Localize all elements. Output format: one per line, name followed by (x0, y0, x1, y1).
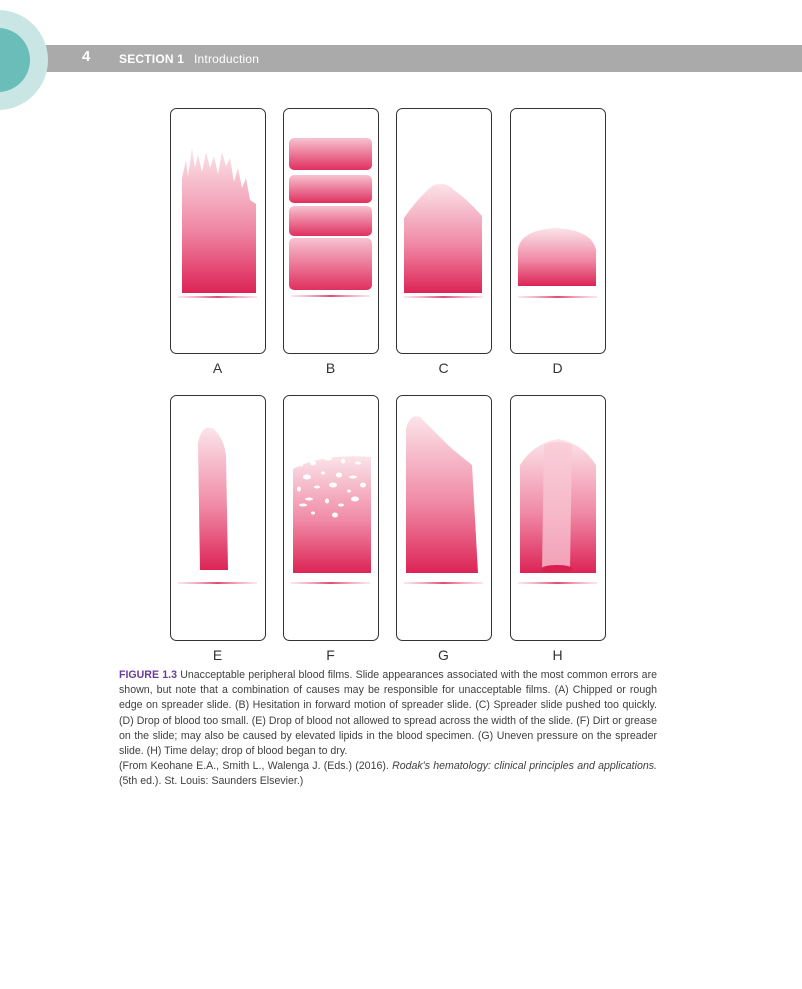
dried-streak (542, 442, 572, 569)
grease-hole (299, 504, 307, 507)
grease-hole (336, 473, 342, 478)
grease-hole (321, 472, 325, 475)
feather-edge-line (518, 582, 597, 584)
grease-hole (338, 504, 344, 507)
slide-panel-f (284, 396, 379, 641)
slide-panel-a (171, 109, 266, 354)
section-label: SECTION 1 (119, 52, 185, 66)
slide-panel-h (511, 396, 606, 641)
grease-hole (349, 476, 357, 479)
dried-drop (541, 565, 573, 573)
feather-edge-line (178, 296, 257, 298)
panel-label: D (552, 360, 563, 376)
grease-hole (310, 461, 316, 466)
feather-edge-line (291, 582, 370, 584)
grease-hole (351, 497, 359, 502)
grease-hole (314, 486, 320, 489)
panel-label: A (212, 360, 223, 376)
panel-label: E (212, 647, 223, 663)
source-title: Rodak's hematology: clinical principles and applications. (392, 760, 657, 773)
slide-panel-g (397, 396, 492, 641)
source-post: (5th ed.). St. Louis: Saunders Elsevier.) (119, 775, 304, 788)
grease-hole (347, 490, 351, 493)
grease-hole (299, 464, 303, 467)
grease-hole (297, 487, 301, 492)
grease-hole (355, 462, 361, 465)
grease-hole (311, 512, 315, 515)
smear-band (289, 206, 372, 236)
smear-band (289, 138, 372, 170)
slide-panel-b (284, 109, 379, 354)
source-pre: (From Keohane E.A., Smith L., Walenga J. (Eds.) (2016). (119, 760, 393, 773)
panel-label: B (325, 360, 336, 376)
panel-label: H (552, 647, 563, 663)
smear-shape (293, 456, 371, 573)
caption-text: Unacceptable peripheral blood films. Slide appearances associated with the most common errors are shown, but note that a combination of causes may be responsible for unacceptable films. (A) Chipped or rough edge on spreader slide. (B) Hesitation in forward motion of spreader slide. (C) Spreader slide pushed too quickly. (D) Drop of blood too small. (E) Drop of blood not allowed to spread across the width of the slide. (F) Dirt or grease on the slide; may also be caused by elevated lipids in the blood specimen. (G) Uneven pressure on the spreader slide. (H) Time delay; drop of blood began to dry. (119, 669, 657, 758)
slide-panel-e (171, 396, 266, 641)
panel-label: C (438, 360, 449, 376)
grease-hole (324, 458, 332, 461)
page-number: 4 (82, 48, 91, 65)
grease-hole (305, 498, 313, 501)
panel-label: G (438, 647, 449, 663)
feather-edge-line (404, 582, 483, 584)
feather-edge-line (178, 582, 257, 584)
grease-hole (332, 513, 338, 518)
section-title: Introduction (194, 52, 260, 66)
feather-edge-line (291, 295, 370, 297)
slide-panel-d (511, 109, 606, 354)
feather-edge-line (518, 296, 597, 298)
figure-source (119, 759, 657, 789)
smear-band (289, 238, 372, 290)
smear-shape (518, 228, 596, 286)
grease-hole (325, 499, 329, 504)
panel-label: F (326, 647, 335, 663)
grease-hole (303, 475, 311, 480)
figure-label: FIGURE 1.3 (119, 669, 177, 681)
slide-panel-c (397, 109, 492, 354)
grease-hole (341, 459, 345, 464)
grease-hole (329, 483, 337, 488)
feather-edge-line (404, 296, 483, 298)
figure-caption (119, 668, 657, 790)
grease-hole (360, 483, 366, 488)
smear-shape (198, 428, 228, 570)
smear-band (289, 175, 372, 203)
